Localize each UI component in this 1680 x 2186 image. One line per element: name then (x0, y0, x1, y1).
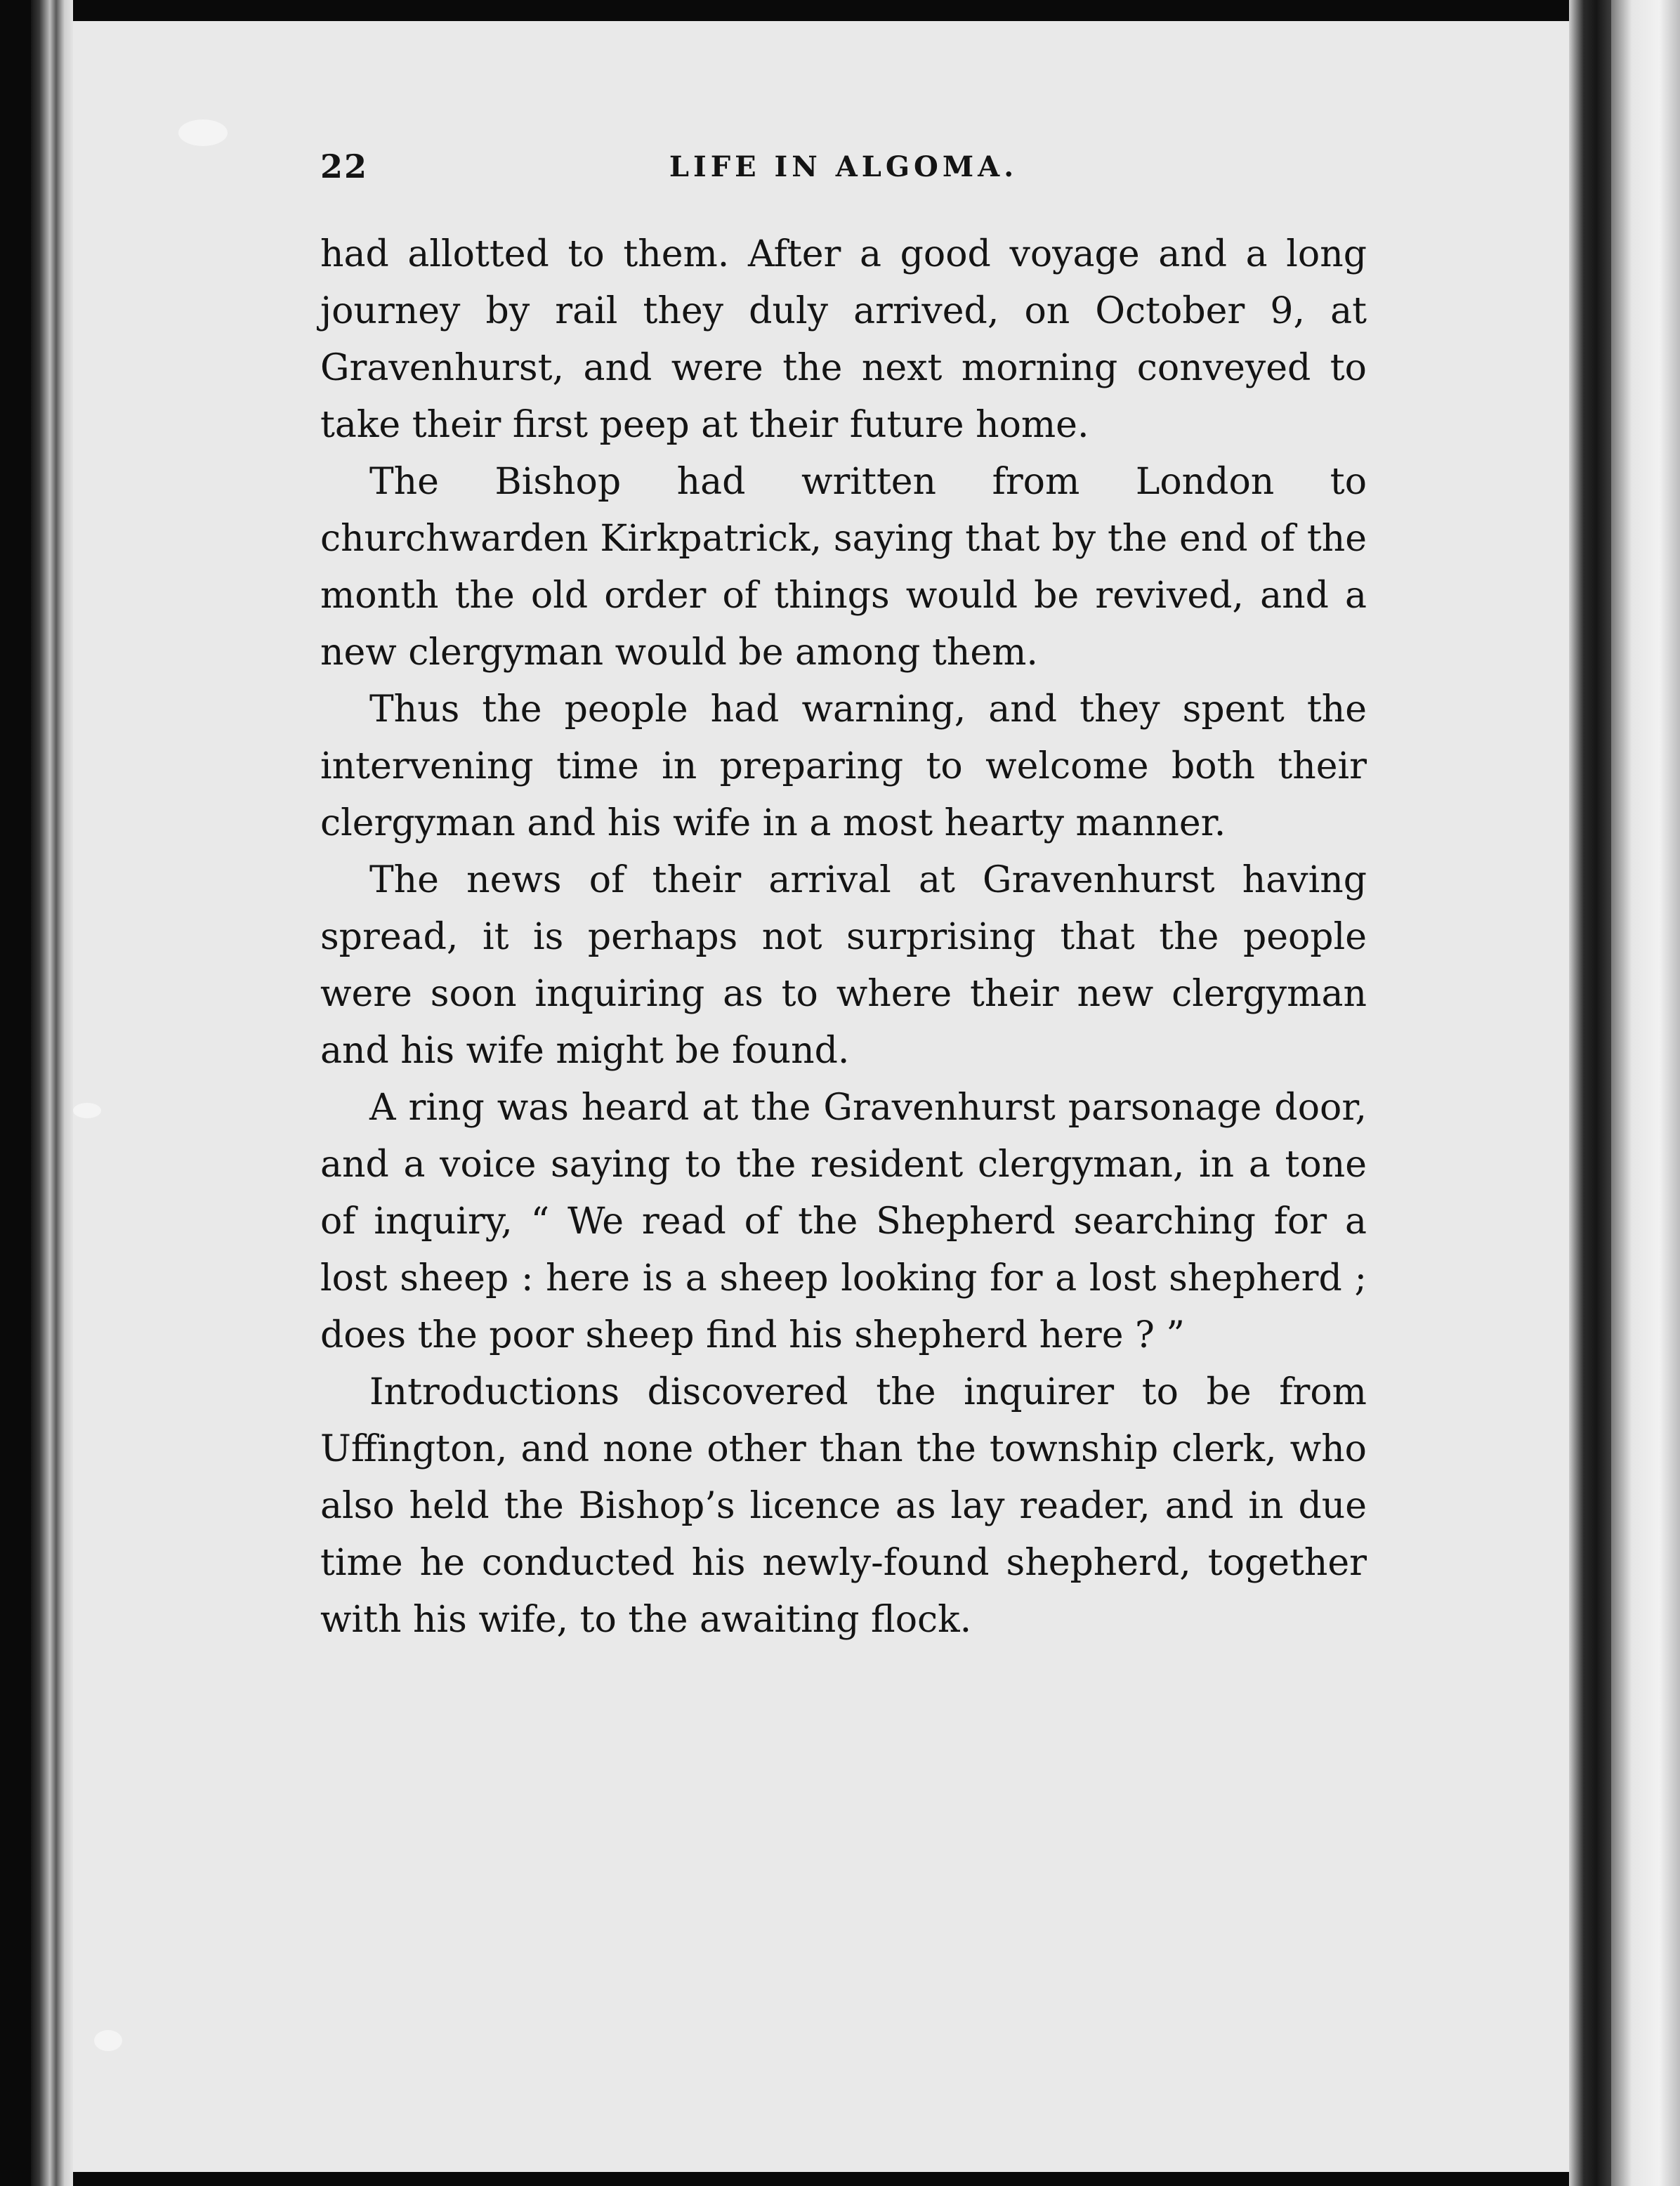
page-number: 22 (320, 148, 369, 185)
facing-page-edge (1611, 0, 1680, 2186)
scan-speck (73, 1103, 101, 1118)
book-gutter (1569, 0, 1611, 2186)
scan-speck (94, 2030, 122, 2051)
paragraph: The news of their arrival at Gravenhurst having spread, it is perhaps not surprising that the people were soon inquiring as to where their new clergyman and his wife might be found. (320, 859, 1367, 1072)
paragraph: A ring was heard at the Gravenhurst parsonage door, and a voice saying to the resident clergyman, in a tone of inquiry, “ We read of the Shepherd searching for a lost sheep : here is a sheep looking for a lost shepherd ; does the poor sheep find his shepherd here ? ” (320, 1087, 1367, 1356)
scan-speck (178, 119, 228, 146)
paragraph: had allotted to them. After a good voyage and a long journey by rail they duly arrived, on October 9, at Gravenhurst, and were the next morning conveyed to take their first peep at their future home. (320, 233, 1367, 446)
page-body-text (320, 226, 1367, 1649)
running-head: LIFE IN ALGOMA. (669, 150, 1018, 183)
paragraph: Thus the people had warning, and they spent the intervening time in preparing to welcome both their clergyman and his wife in a most hearty manner. (320, 688, 1367, 844)
book-left-edge (31, 0, 73, 2186)
page-header (320, 148, 1367, 190)
paragraph: Introductions discovered the inquirer to be from Uffington, and none other than the township clerk, who also held the Bishop’s licence as lay reader, and in due time he conducted his newly-found shepherd, together with his wife, to the awaiting flock. (320, 1371, 1367, 1641)
paragraph: The Bishop had written from London to churchwarden Kirkpatrick, saying that by the end of the month the old order of things would be revived, and a new clergyman would be among them. (320, 461, 1367, 674)
